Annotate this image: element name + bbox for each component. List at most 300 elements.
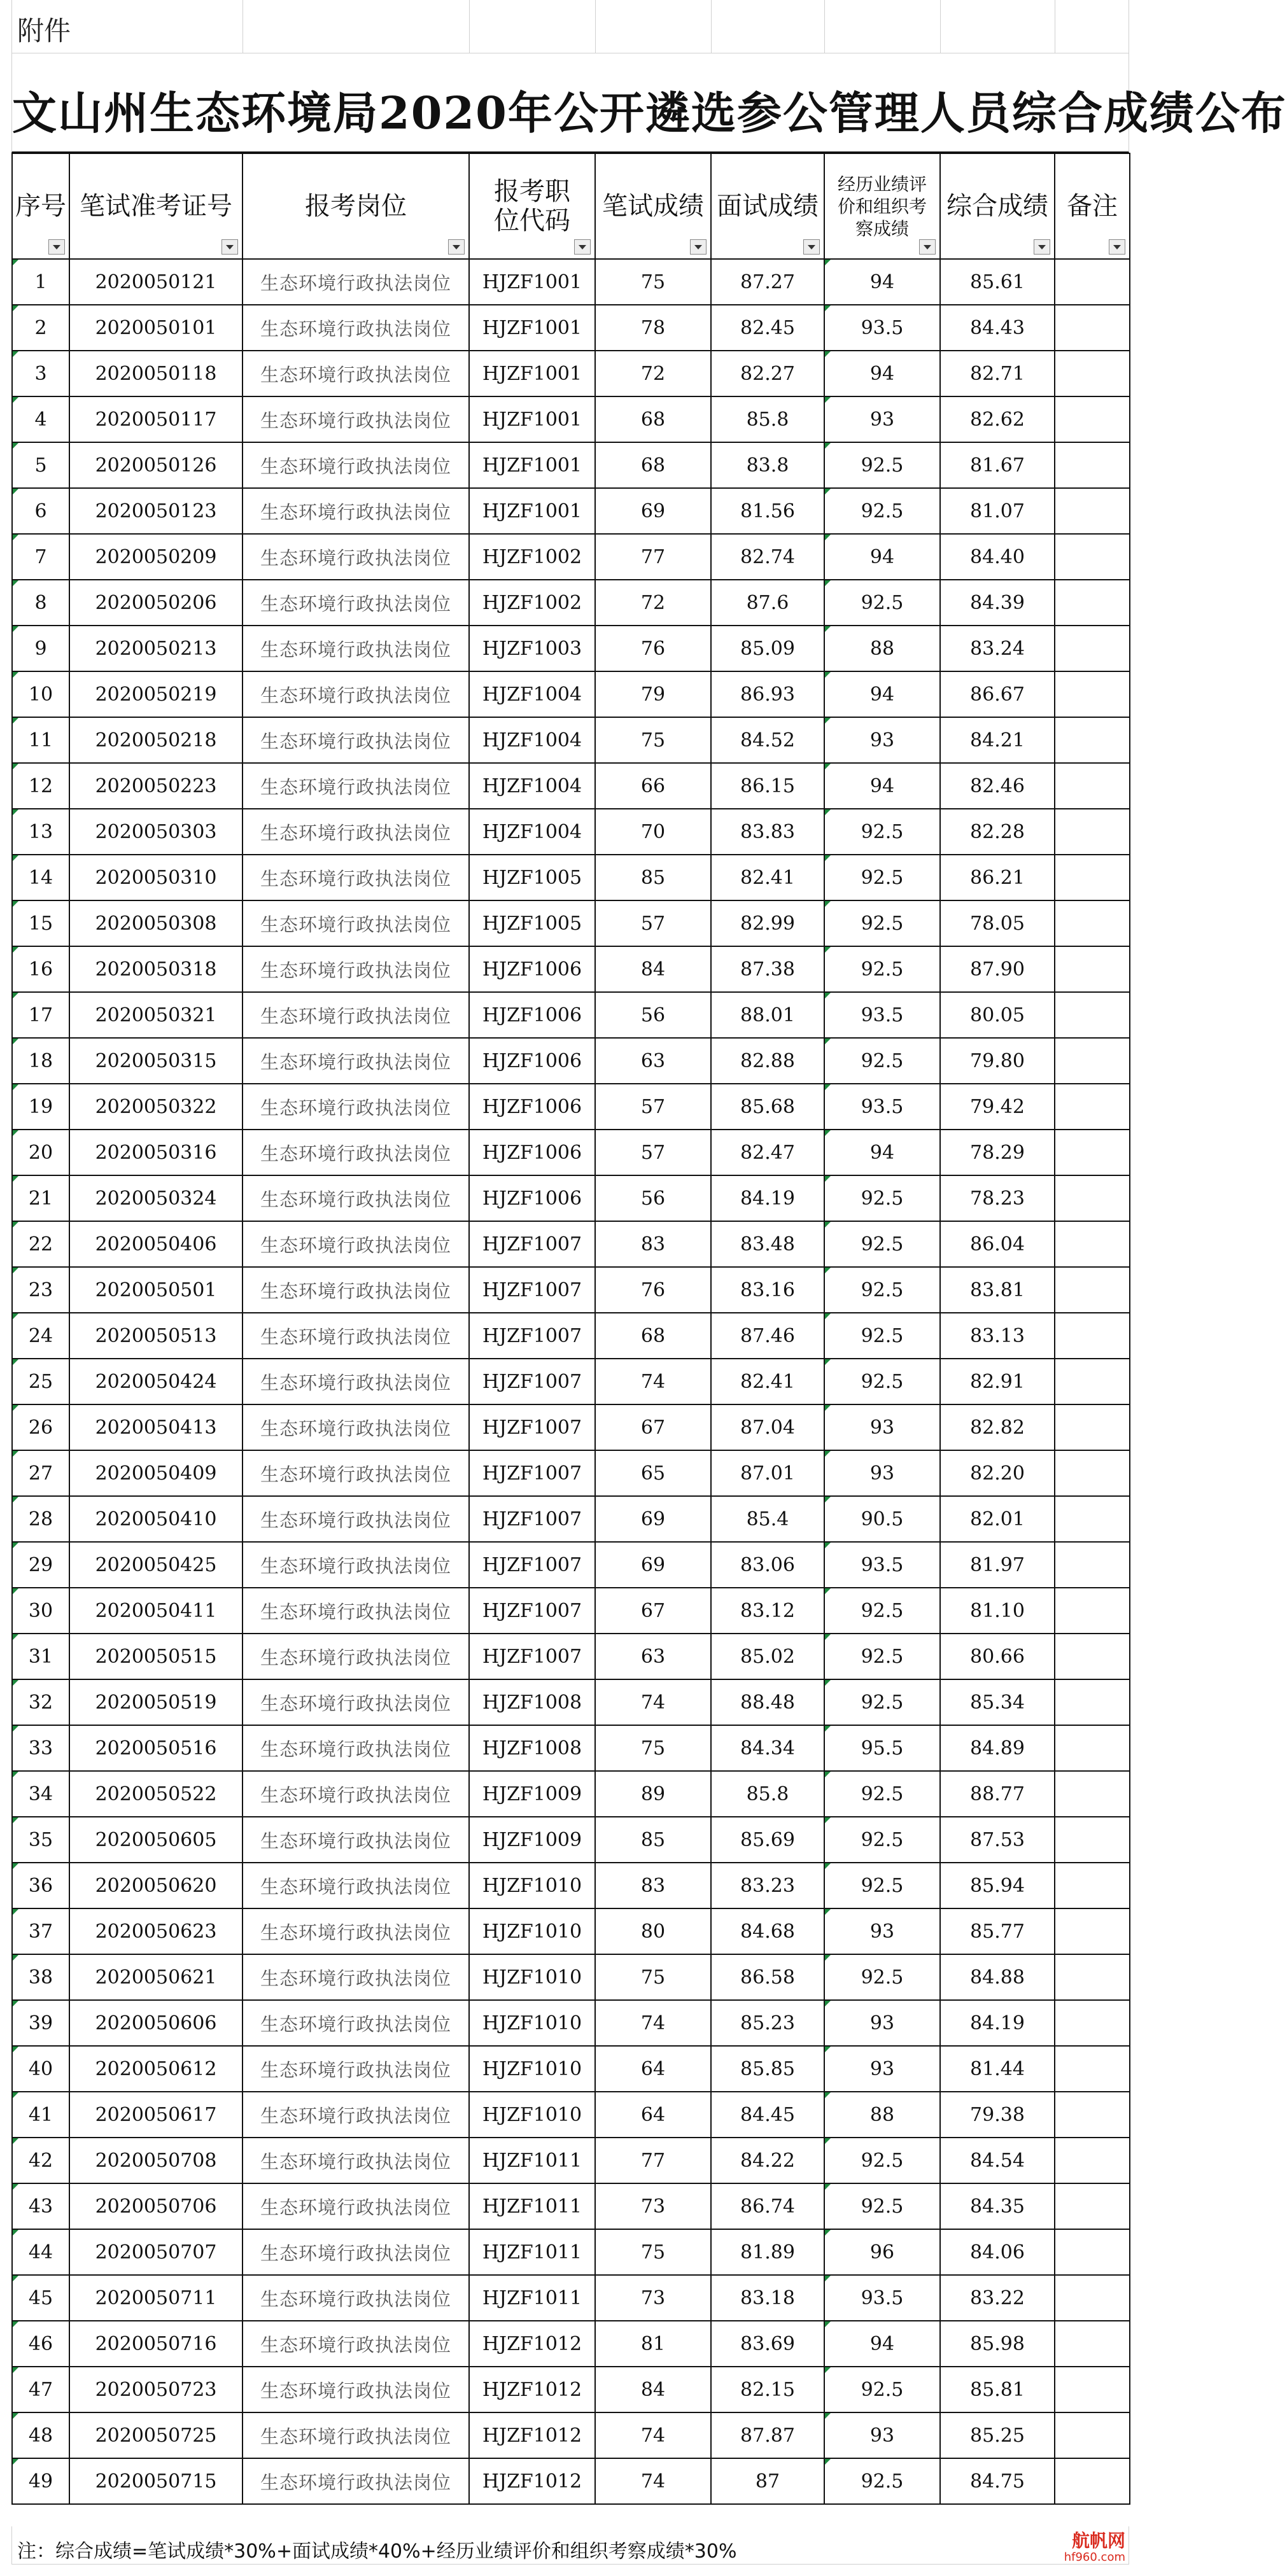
cell-written[interactable]: 76 [595, 626, 711, 671]
cell-evaluation[interactable]: 92.5 [824, 809, 940, 855]
cell-post[interactable]: 生态环境行政执法岗位 [243, 2412, 469, 2458]
cell-ticket[interactable]: 2020050318 [69, 946, 243, 992]
cell-seq[interactable]: 45 [12, 2275, 69, 2321]
cell-written[interactable]: 74 [595, 2458, 711, 2504]
cell-ticket[interactable]: 2020050620 [69, 1863, 243, 1908]
cell-evaluation[interactable]: 92.5 [824, 900, 940, 946]
cell-ticket[interactable]: 2020050606 [69, 2000, 243, 2046]
cell-remark[interactable] [1055, 2046, 1130, 2092]
cell-total[interactable]: 84.06 [940, 2229, 1055, 2275]
cell-interview[interactable]: 86.93 [711, 671, 824, 717]
cell-written[interactable]: 69 [595, 488, 711, 534]
cell-written[interactable]: 84 [595, 946, 711, 992]
cell-remark[interactable] [1055, 351, 1130, 396]
cell-remark[interactable] [1055, 534, 1130, 580]
filter-dropdown-icon[interactable] [222, 239, 238, 255]
cell-code[interactable]: HJZF1012 [469, 2412, 595, 2458]
cell-post[interactable]: 生态环境行政执法岗位 [243, 2321, 469, 2367]
cell-evaluation[interactable]: 94 [824, 259, 940, 305]
cell-written[interactable]: 57 [595, 1130, 711, 1175]
cell-ticket[interactable]: 2020050513 [69, 1313, 243, 1359]
cell-total[interactable]: 85.25 [940, 2412, 1055, 2458]
cell-ticket[interactable]: 2020050218 [69, 717, 243, 763]
cell-interview[interactable]: 87.46 [711, 1313, 824, 1359]
cell-post[interactable]: 生态环境行政执法岗位 [243, 580, 469, 626]
cell-written[interactable]: 75 [595, 1725, 711, 1771]
cell-written[interactable]: 64 [595, 2046, 711, 2092]
cell-seq[interactable]: 36 [12, 1863, 69, 1908]
cell-total[interactable]: 79.80 [940, 1038, 1055, 1084]
cell-remark[interactable] [1055, 1359, 1130, 1404]
cell-post[interactable]: 生态环境行政执法岗位 [243, 1634, 469, 1679]
cell-evaluation[interactable]: 94 [824, 763, 940, 809]
cell-written[interactable]: 56 [595, 1175, 711, 1221]
cell-remark[interactable] [1055, 1175, 1130, 1221]
cell-seq[interactable]: 27 [12, 1450, 69, 1496]
cell-interview[interactable]: 82.74 [711, 534, 824, 580]
cell-post[interactable]: 生态环境行政执法岗位 [243, 2458, 469, 2504]
cell-remark[interactable] [1055, 1084, 1130, 1130]
cell-evaluation[interactable]: 92.5 [824, 1954, 940, 2000]
cell-total[interactable]: 82.91 [940, 1359, 1055, 1404]
cell-post[interactable]: 生态环境行政执法岗位 [243, 1221, 469, 1267]
cell-seq[interactable]: 20 [12, 1130, 69, 1175]
cell-total[interactable]: 84.88 [940, 1954, 1055, 2000]
cell-remark[interactable] [1055, 946, 1130, 992]
cell-seq[interactable]: 5 [12, 442, 69, 488]
cell-interview[interactable]: 83.06 [711, 1542, 824, 1588]
cell-code[interactable]: HJZF1009 [469, 1817, 595, 1863]
cell-interview[interactable]: 83.83 [711, 809, 824, 855]
cell-written[interactable]: 74 [595, 2412, 711, 2458]
cell-post[interactable]: 生态环境行政执法岗位 [243, 2092, 469, 2138]
cell-post[interactable]: 生态环境行政执法岗位 [243, 1496, 469, 1542]
cell-ticket[interactable]: 2020050219 [69, 671, 243, 717]
cell-seq[interactable]: 4 [12, 396, 69, 442]
cell-written[interactable]: 66 [595, 763, 711, 809]
cell-seq[interactable]: 18 [12, 1038, 69, 1084]
cell-evaluation[interactable]: 93.5 [824, 1084, 940, 1130]
cell-seq[interactable]: 22 [12, 1221, 69, 1267]
cell-evaluation[interactable]: 96 [824, 2229, 940, 2275]
cell-code[interactable]: HJZF1011 [469, 2275, 595, 2321]
cell-post[interactable]: 生态环境行政执法岗位 [243, 2138, 469, 2183]
cell-total[interactable]: 84.43 [940, 305, 1055, 351]
cell-total[interactable]: 84.40 [940, 534, 1055, 580]
cell-interview[interactable]: 81.56 [711, 488, 824, 534]
cell-total[interactable]: 81.10 [940, 1588, 1055, 1634]
cell-total[interactable]: 81.07 [940, 488, 1055, 534]
cell-code[interactable]: HJZF1011 [469, 2183, 595, 2229]
cell-interview[interactable]: 83.23 [711, 1863, 824, 1908]
cell-remark[interactable] [1055, 717, 1130, 763]
cell-interview[interactable]: 83.48 [711, 1221, 824, 1267]
cell-written[interactable]: 67 [595, 1588, 711, 1634]
cell-remark[interactable] [1055, 1221, 1130, 1267]
cell-evaluation[interactable]: 90.5 [824, 1496, 940, 1542]
cell-evaluation[interactable]: 92.5 [824, 2183, 940, 2229]
cell-ticket[interactable]: 2020050515 [69, 1634, 243, 1679]
cell-ticket[interactable]: 2020050308 [69, 900, 243, 946]
cell-seq[interactable]: 15 [12, 900, 69, 946]
cell-interview[interactable]: 87.6 [711, 580, 824, 626]
cell-total[interactable]: 87.90 [940, 946, 1055, 992]
cell-total[interactable]: 83.24 [940, 626, 1055, 671]
cell-code[interactable]: HJZF1005 [469, 855, 595, 900]
cell-evaluation[interactable]: 92.5 [824, 1221, 940, 1267]
cell-interview[interactable]: 82.41 [711, 1359, 824, 1404]
cell-total[interactable]: 82.46 [940, 763, 1055, 809]
cell-written[interactable]: 89 [595, 1771, 711, 1817]
cell-ticket[interactable]: 2020050612 [69, 2046, 243, 2092]
cell-remark[interactable] [1055, 1817, 1130, 1863]
cell-ticket[interactable]: 2020050121 [69, 259, 243, 305]
cell-remark[interactable] [1055, 442, 1130, 488]
cell-code[interactable]: HJZF1010 [469, 2046, 595, 2092]
cell-interview[interactable]: 85.68 [711, 1084, 824, 1130]
cell-total[interactable]: 85.61 [940, 259, 1055, 305]
cell-evaluation[interactable]: 93 [824, 2046, 940, 2092]
cell-total[interactable]: 85.77 [940, 1908, 1055, 1954]
cell-total[interactable]: 78.23 [940, 1175, 1055, 1221]
cell-total[interactable]: 83.81 [940, 1267, 1055, 1313]
cell-remark[interactable] [1055, 2000, 1130, 2046]
cell-interview[interactable]: 85.09 [711, 626, 824, 671]
cell-total[interactable]: 87.53 [940, 1817, 1055, 1863]
cell-code[interactable]: HJZF1006 [469, 1175, 595, 1221]
cell-seq[interactable]: 30 [12, 1588, 69, 1634]
cell-remark[interactable] [1055, 1954, 1130, 2000]
cell-ticket[interactable]: 2020050707 [69, 2229, 243, 2275]
cell-written[interactable]: 77 [595, 534, 711, 580]
cell-total[interactable]: 84.39 [940, 580, 1055, 626]
cell-total[interactable]: 85.98 [940, 2321, 1055, 2367]
cell-written[interactable]: 68 [595, 1313, 711, 1359]
cell-interview[interactable]: 83.18 [711, 2275, 824, 2321]
cell-ticket[interactable]: 2020050223 [69, 763, 243, 809]
cell-remark[interactable] [1055, 1130, 1130, 1175]
cell-total[interactable]: 86.67 [940, 671, 1055, 717]
cell-evaluation[interactable]: 92.5 [824, 946, 940, 992]
cell-evaluation[interactable]: 93 [824, 717, 940, 763]
cell-seq[interactable]: 10 [12, 671, 69, 717]
cell-evaluation[interactable]: 94 [824, 671, 940, 717]
cell-interview[interactable]: 85.69 [711, 1817, 824, 1863]
cell-interview[interactable]: 81.89 [711, 2229, 824, 2275]
cell-remark[interactable] [1055, 992, 1130, 1038]
cell-code[interactable]: HJZF1007 [469, 1221, 595, 1267]
cell-code[interactable]: HJZF1007 [469, 1359, 595, 1404]
cell-written[interactable]: 75 [595, 2229, 711, 2275]
cell-written[interactable]: 85 [595, 855, 711, 900]
cell-written[interactable]: 72 [595, 351, 711, 396]
cell-ticket[interactable]: 2020050516 [69, 1725, 243, 1771]
cell-interview[interactable]: 87.27 [711, 259, 824, 305]
cell-written[interactable]: 83 [595, 1221, 711, 1267]
cell-ticket[interactable]: 2020050322 [69, 1084, 243, 1130]
cell-code[interactable]: HJZF1011 [469, 2229, 595, 2275]
cell-post[interactable]: 生态环境行政执法岗位 [243, 2000, 469, 2046]
cell-interview[interactable]: 82.41 [711, 855, 824, 900]
cell-post[interactable]: 生态环境行政执法岗位 [243, 1267, 469, 1313]
cell-remark[interactable] [1055, 2275, 1130, 2321]
cell-evaluation[interactable]: 94 [824, 1130, 940, 1175]
cell-code[interactable]: HJZF1003 [469, 626, 595, 671]
cell-interview[interactable]: 87.38 [711, 946, 824, 992]
cell-total[interactable]: 81.67 [940, 442, 1055, 488]
cell-post[interactable]: 生态环境行政执法岗位 [243, 1404, 469, 1450]
cell-seq[interactable]: 33 [12, 1725, 69, 1771]
cell-remark[interactable] [1055, 855, 1130, 900]
cell-ticket[interactable]: 2020050605 [69, 1817, 243, 1863]
cell-evaluation[interactable]: 92.5 [824, 580, 940, 626]
cell-code[interactable]: HJZF1012 [469, 2367, 595, 2412]
filter-dropdown-icon[interactable] [803, 239, 820, 255]
cell-remark[interactable] [1055, 1450, 1130, 1496]
cell-written[interactable]: 75 [595, 259, 711, 305]
cell-post[interactable]: 生态环境行政执法岗位 [243, 1725, 469, 1771]
cell-written[interactable]: 81 [595, 2321, 711, 2367]
cell-ticket[interactable]: 2020050706 [69, 2183, 243, 2229]
cell-seq[interactable]: 29 [12, 1542, 69, 1588]
cell-code[interactable]: HJZF1005 [469, 900, 595, 946]
cell-remark[interactable] [1055, 1679, 1130, 1725]
cell-evaluation[interactable]: 92.5 [824, 1634, 940, 1679]
cell-remark[interactable] [1055, 671, 1130, 717]
cell-written[interactable]: 56 [595, 992, 711, 1038]
cell-post[interactable]: 生态环境行政执法岗位 [243, 305, 469, 351]
cell-total[interactable]: 84.35 [940, 2183, 1055, 2229]
cell-post[interactable]: 生态环境行政执法岗位 [243, 2183, 469, 2229]
cell-written[interactable]: 73 [595, 2183, 711, 2229]
cell-written[interactable]: 72 [595, 580, 711, 626]
cell-interview[interactable]: 84.52 [711, 717, 824, 763]
cell-remark[interactable] [1055, 763, 1130, 809]
cell-interview[interactable]: 86.15 [711, 763, 824, 809]
cell-ticket[interactable]: 2020050725 [69, 2412, 243, 2458]
cell-post[interactable]: 生态环境行政执法岗位 [243, 442, 469, 488]
cell-post[interactable]: 生态环境行政执法岗位 [243, 1954, 469, 2000]
cell-code[interactable]: HJZF1006 [469, 1038, 595, 1084]
cell-evaluation[interactable]: 93 [824, 2000, 940, 2046]
cell-code[interactable]: HJZF1001 [469, 488, 595, 534]
cell-written[interactable]: 74 [595, 1359, 711, 1404]
cell-total[interactable]: 81.97 [940, 1542, 1055, 1588]
cell-total[interactable]: 86.21 [940, 855, 1055, 900]
cell-remark[interactable] [1055, 2138, 1130, 2183]
cell-evaluation[interactable]: 92.5 [824, 1359, 940, 1404]
cell-written[interactable]: 85 [595, 1817, 711, 1863]
cell-total[interactable]: 80.05 [940, 992, 1055, 1038]
cell-code[interactable]: HJZF1004 [469, 717, 595, 763]
cell-total[interactable]: 81.44 [940, 2046, 1055, 2092]
cell-ticket[interactable]: 2020050711 [69, 2275, 243, 2321]
cell-ticket[interactable]: 2020050723 [69, 2367, 243, 2412]
cell-ticket[interactable]: 2020050206 [69, 580, 243, 626]
cell-total[interactable]: 82.20 [940, 1450, 1055, 1496]
cell-interview[interactable]: 87.87 [711, 2412, 824, 2458]
cell-code[interactable]: HJZF1011 [469, 2138, 595, 2183]
cell-interview[interactable]: 87.04 [711, 1404, 824, 1450]
cell-post[interactable]: 生态环境行政执法岗位 [243, 855, 469, 900]
cell-total[interactable]: 79.38 [940, 2092, 1055, 2138]
cell-evaluation[interactable]: 93 [824, 1404, 940, 1450]
cell-code[interactable]: HJZF1008 [469, 1725, 595, 1771]
cell-seq[interactable]: 8 [12, 580, 69, 626]
cell-post[interactable]: 生态环境行政执法岗位 [243, 946, 469, 992]
cell-written[interactable]: 68 [595, 442, 711, 488]
cell-post[interactable]: 生态环境行政执法岗位 [243, 1542, 469, 1588]
cell-interview[interactable]: 84.34 [711, 1725, 824, 1771]
cell-seq[interactable]: 14 [12, 855, 69, 900]
cell-interview[interactable]: 85.4 [711, 1496, 824, 1542]
cell-post[interactable]: 生态环境行政执法岗位 [243, 2046, 469, 2092]
cell-total[interactable]: 86.04 [940, 1221, 1055, 1267]
cell-seq[interactable]: 34 [12, 1771, 69, 1817]
cell-ticket[interactable]: 2020050406 [69, 1221, 243, 1267]
cell-seq[interactable]: 19 [12, 1084, 69, 1130]
cell-remark[interactable] [1055, 2092, 1130, 2138]
cell-written[interactable]: 70 [595, 809, 711, 855]
cell-total[interactable]: 84.75 [940, 2458, 1055, 2504]
cell-written[interactable]: 83 [595, 1863, 711, 1908]
cell-total[interactable]: 78.29 [940, 1130, 1055, 1175]
cell-code[interactable]: HJZF1012 [469, 2458, 595, 2504]
cell-remark[interactable] [1055, 2458, 1130, 2504]
cell-written[interactable]: 65 [595, 1450, 711, 1496]
cell-evaluation[interactable]: 92.5 [824, 1771, 940, 1817]
cell-remark[interactable] [1055, 305, 1130, 351]
cell-post[interactable]: 生态环境行政执法岗位 [243, 2367, 469, 2412]
filter-dropdown-icon[interactable] [1034, 239, 1050, 255]
cell-ticket[interactable]: 2020050716 [69, 2321, 243, 2367]
cell-code[interactable]: HJZF1002 [469, 534, 595, 580]
cell-written[interactable]: 64 [595, 2092, 711, 2138]
cell-ticket[interactable]: 2020050213 [69, 626, 243, 671]
cell-total[interactable]: 84.54 [940, 2138, 1055, 2183]
cell-remark[interactable] [1055, 1496, 1130, 1542]
cell-written[interactable]: 84 [595, 2367, 711, 2412]
cell-interview[interactable]: 84.22 [711, 2138, 824, 2183]
cell-ticket[interactable]: 2020050123 [69, 488, 243, 534]
cell-total[interactable]: 84.89 [940, 1725, 1055, 1771]
cell-interview[interactable]: 88.01 [711, 992, 824, 1038]
cell-remark[interactable] [1055, 2321, 1130, 2367]
filter-dropdown-icon[interactable] [574, 239, 591, 255]
cell-post[interactable]: 生态环境行政执法岗位 [243, 717, 469, 763]
cell-remark[interactable] [1055, 1908, 1130, 1954]
cell-remark[interactable] [1055, 900, 1130, 946]
cell-seq[interactable]: 49 [12, 2458, 69, 2504]
cell-post[interactable]: 生态环境行政执法岗位 [243, 351, 469, 396]
cell-post[interactable]: 生态环境行政执法岗位 [243, 1450, 469, 1496]
cell-evaluation[interactable]: 93.5 [824, 305, 940, 351]
cell-interview[interactable]: 82.15 [711, 2367, 824, 2412]
cell-ticket[interactable]: 2020050708 [69, 2138, 243, 2183]
cell-interview[interactable]: 86.58 [711, 1954, 824, 2000]
cell-evaluation[interactable]: 92.5 [824, 1863, 940, 1908]
filter-dropdown-icon[interactable] [1109, 239, 1125, 255]
cell-ticket[interactable]: 2020050411 [69, 1588, 243, 1634]
cell-seq[interactable]: 11 [12, 717, 69, 763]
cell-post[interactable]: 生态环境行政执法岗位 [243, 2229, 469, 2275]
cell-code[interactable]: HJZF1006 [469, 992, 595, 1038]
cell-interview[interactable]: 82.47 [711, 1130, 824, 1175]
cell-post[interactable]: 生态环境行政执法岗位 [243, 2275, 469, 2321]
cell-interview[interactable]: 83.16 [711, 1267, 824, 1313]
cell-code[interactable]: HJZF1007 [469, 1634, 595, 1679]
cell-post[interactable]: 生态环境行政执法岗位 [243, 1908, 469, 1954]
cell-written[interactable]: 68 [595, 396, 711, 442]
cell-seq[interactable]: 28 [12, 1496, 69, 1542]
cell-post[interactable]: 生态环境行政执法岗位 [243, 396, 469, 442]
cell-interview[interactable]: 85.85 [711, 2046, 824, 2092]
cell-total[interactable]: 82.62 [940, 396, 1055, 442]
cell-code[interactable]: HJZF1001 [469, 305, 595, 351]
cell-ticket[interactable]: 2020050310 [69, 855, 243, 900]
cell-total[interactable]: 82.01 [940, 1496, 1055, 1542]
cell-interview[interactable]: 83.69 [711, 2321, 824, 2367]
cell-seq[interactable]: 43 [12, 2183, 69, 2229]
cell-written[interactable]: 74 [595, 1679, 711, 1725]
cell-seq[interactable]: 25 [12, 1359, 69, 1404]
cell-written[interactable]: 75 [595, 717, 711, 763]
cell-written[interactable]: 74 [595, 2000, 711, 2046]
cell-total[interactable]: 85.94 [940, 1863, 1055, 1908]
cell-interview[interactable]: 87 [711, 2458, 824, 2504]
cell-remark[interactable] [1055, 1634, 1130, 1679]
cell-written[interactable]: 57 [595, 1084, 711, 1130]
cell-seq[interactable]: 42 [12, 2138, 69, 2183]
cell-written[interactable]: 79 [595, 671, 711, 717]
cell-post[interactable]: 生态环境行政执法岗位 [243, 259, 469, 305]
cell-interview[interactable]: 88.48 [711, 1679, 824, 1725]
cell-evaluation[interactable]: 95.5 [824, 1725, 940, 1771]
cell-post[interactable]: 生态环境行政执法岗位 [243, 1771, 469, 1817]
cell-interview[interactable]: 82.45 [711, 305, 824, 351]
filter-dropdown-icon[interactable] [48, 239, 65, 255]
cell-seq[interactable]: 48 [12, 2412, 69, 2458]
cell-ticket[interactable]: 2020050303 [69, 809, 243, 855]
filter-dropdown-icon[interactable] [448, 239, 465, 255]
cell-seq[interactable]: 12 [12, 763, 69, 809]
cell-total[interactable]: 83.22 [940, 2275, 1055, 2321]
cell-evaluation[interactable]: 92.5 [824, 855, 940, 900]
cell-evaluation[interactable]: 93 [824, 1450, 940, 1496]
cell-post[interactable]: 生态环境行政执法岗位 [243, 900, 469, 946]
cell-written[interactable]: 69 [595, 1496, 711, 1542]
cell-remark[interactable] [1055, 1863, 1130, 1908]
cell-interview[interactable]: 86.74 [711, 2183, 824, 2229]
cell-total[interactable]: 80.66 [940, 1634, 1055, 1679]
cell-post[interactable]: 生态环境行政执法岗位 [243, 626, 469, 671]
cell-evaluation[interactable]: 92.5 [824, 2367, 940, 2412]
cell-remark[interactable] [1055, 488, 1130, 534]
cell-ticket[interactable]: 2020050519 [69, 1679, 243, 1725]
cell-ticket[interactable]: 2020050413 [69, 1404, 243, 1450]
cell-written[interactable]: 76 [595, 1267, 711, 1313]
cell-total[interactable]: 82.82 [940, 1404, 1055, 1450]
cell-written[interactable]: 69 [595, 1542, 711, 1588]
cell-post[interactable]: 生态环境行政执法岗位 [243, 671, 469, 717]
cell-remark[interactable] [1055, 1588, 1130, 1634]
cell-written[interactable]: 77 [595, 2138, 711, 2183]
cell-remark[interactable] [1055, 580, 1130, 626]
cell-written[interactable]: 63 [595, 1634, 711, 1679]
cell-seq[interactable]: 31 [12, 1634, 69, 1679]
cell-ticket[interactable]: 2020050425 [69, 1542, 243, 1588]
cell-post[interactable]: 生态环境行政执法岗位 [243, 488, 469, 534]
